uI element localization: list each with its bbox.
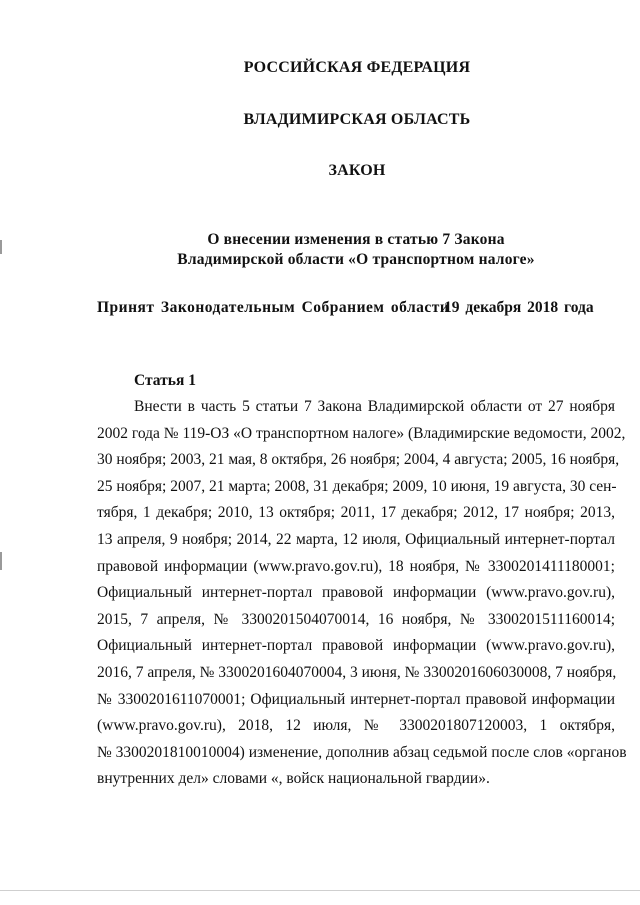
article-line: внутренних дел» словами «, войск национальной гвардии». xyxy=(97,770,490,788)
adoption-label: Принят Законодательным Собранием области xyxy=(97,299,450,316)
law-subject-line-1: О внесении изменения в статью 7 Закона xyxy=(207,231,505,248)
article-line: № 3300201611070001; Официальный интернет-портал правовой информации xyxy=(97,690,615,708)
article-line: 30 ноября; 2003, 21 мая, 8 октября, 26 ноября; 2004, 4 августа; 2005, 16 ноября, xyxy=(97,451,620,469)
article-line: 2016, 7 апреля, № 3300201604070004, 3 июня, № 3300201606030008, 7 ноября, xyxy=(97,663,617,681)
article-line: 2002 года № 119-ОЗ «О транспортном налоге» (Владимирские ведомости, 2002, xyxy=(97,424,626,442)
article-line: № 3300201810010004) изменение, дополнив абзац седьмой после слов «органов xyxy=(97,743,627,761)
article-line: (www.pravo.gov.ru), 2018, 12 июля, № 3300201807120003, 1 октября, xyxy=(97,717,615,735)
scan-edge-mark xyxy=(0,240,2,254)
scan-bottom-edge xyxy=(0,890,640,891)
adoption-statement xyxy=(97,299,597,317)
article-line: Официальный интернет-портал правовой информации (www.pravo.gov.ru), xyxy=(97,584,615,602)
article-line: Официальный интернет-портал правовой информации (www.pravo.gov.ru), xyxy=(97,637,615,655)
doc-type-heading: ЗАКОН xyxy=(328,162,386,179)
article-line: 2015, 7 апреля, № 3300201504070014, 16 ноября, № 3300201511160014; xyxy=(97,610,615,628)
scan-edge-mark xyxy=(0,552,2,570)
article-line: 13 апреля, 9 ноября; 2014, 22 марта, 12 июля, Официальный интернет-портал xyxy=(97,530,615,548)
article-title: Статья 1 xyxy=(134,372,196,389)
adoption-date: 19 декабря 2018 года xyxy=(444,299,594,316)
article-line: Внести в часть 5 статьи 7 Закона Владимирской области от 27 ноября xyxy=(134,398,615,415)
article-line: правовой информации (www.pravo.gov.ru), 18 ноября, № 3300201411180001; xyxy=(97,557,615,575)
country-heading: РОССИЙСКАЯ ФЕДЕРАЦИЯ xyxy=(243,59,471,76)
law-subject-line-2: Владимирской области «О транспортном налоге» xyxy=(177,251,535,268)
article-line: 25 ноября; 2007, 21 марта; 2008, 31 декабря; 2009, 10 июня, 19 августа, 30 сен- xyxy=(97,477,617,495)
region-heading: ВЛАДИМИРСКАЯ ОБЛАСТЬ xyxy=(243,111,471,128)
article-body xyxy=(97,394,627,793)
article-line: тября, 1 декабря; 2010, 13 октября; 2011, 17 декабря; 2012, 17 ноября; 2013, xyxy=(97,504,615,522)
